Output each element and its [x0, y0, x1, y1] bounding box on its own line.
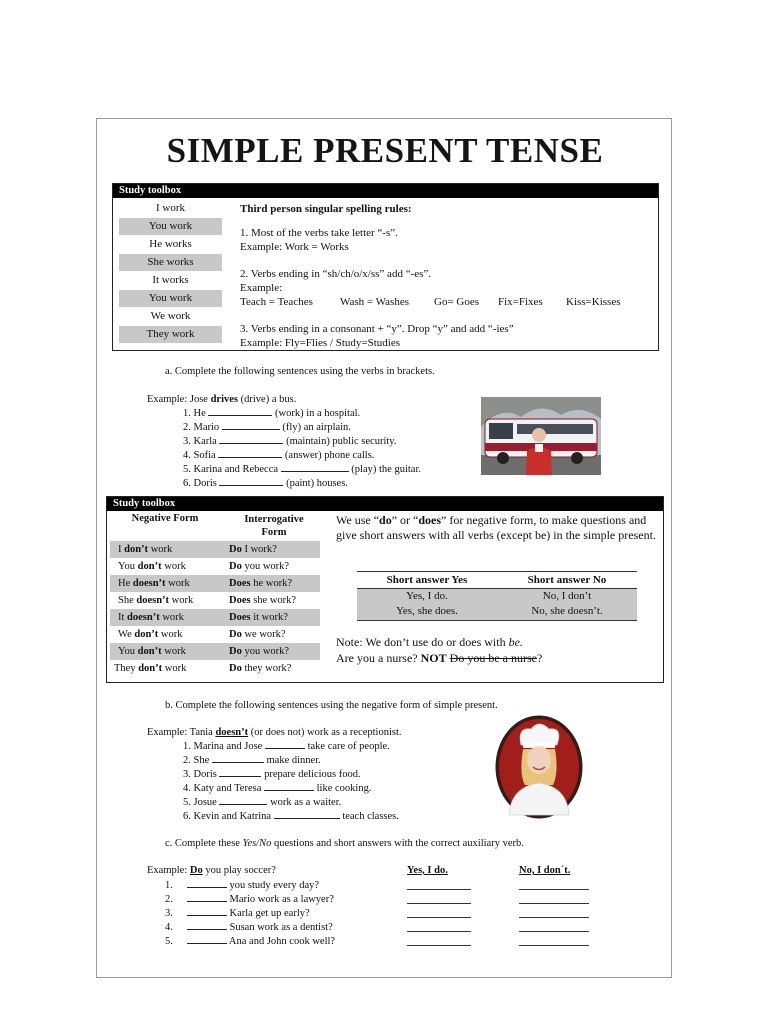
yes-answer-blank[interactable] [407, 917, 471, 918]
exercise-b-instruction: b. Complete the following sentences using the negative form of simple present. [165, 700, 498, 711]
answer-blank[interactable] [218, 448, 282, 458]
conjugation-row: You don’t work Do you work? [110, 643, 320, 660]
conjugation-row: She doesn’t work Does she work? [118, 595, 297, 606]
answer-blank[interactable] [222, 420, 280, 430]
negative-form-header: Negative Form [131, 513, 199, 524]
rule-1: 1. Most of the verbs take letter “-s”. [240, 227, 398, 239]
conjugation-row: It doesn’t work Does it work? [110, 609, 320, 626]
exercise-b-item: 3. Doris prepare delicious food. [183, 769, 361, 780]
rule-2-pair: Teach = Teaches [240, 296, 313, 308]
exercise-b-item: 5. Josue work as a waiter. [183, 797, 342, 808]
answer-blank[interactable] [219, 476, 283, 486]
conjugation-row: He doesn’t work Does he work? [110, 575, 320, 592]
exercise-c-item: 4. Susan work as a dentist? [165, 922, 333, 933]
exercise-b-item: 6. Kevin and Katrina teach classes. [183, 811, 399, 822]
rule-2-example-label: Example: [240, 282, 283, 294]
short-answers-header-row [357, 572, 637, 589]
exercise-c-item: 3. Karla get up early? [165, 908, 310, 919]
exercise-a-item: 2. Mario (fly) an airplain. [183, 422, 351, 433]
rule-2-pair: Fix=Fixes [498, 296, 543, 308]
rule-2: 2. Verbs ending in “sh/ch/o/x/ss” add “-es”. [240, 268, 432, 280]
question-blank[interactable] [187, 892, 227, 902]
question-blank[interactable] [187, 920, 227, 930]
no-answer-blank[interactable] [519, 917, 589, 918]
short-answers-body [357, 589, 637, 620]
answer-blank[interactable] [265, 739, 305, 749]
exercise-a-example: Example: Jose drives (drive) a bus. [147, 394, 297, 405]
exercise-b-item: 1. Marina and Jose take care of people. [183, 741, 390, 752]
rule-3-example: Example: Fly=Flies / Study=Studies [240, 337, 400, 349]
exercise-b-item: 4. Katy and Teresa like cooking. [183, 783, 372, 794]
short-answer-yes: Yes, I do. [406, 590, 448, 602]
note-line: Note: We don’t use do or does with be. [336, 635, 523, 649]
question-blank[interactable] [187, 934, 227, 944]
yes-column-header: Yes, I do. [407, 865, 448, 876]
pronoun-row: I work [119, 200, 222, 217]
pronoun-row: We work [119, 308, 222, 325]
study-toolbox-spelling [112, 183, 659, 351]
rule-3: 3. Verbs ending in a consonant + “y”. Drop “y” and add “-ies” [240, 323, 514, 335]
toolbox-header: Study toolbox [107, 497, 663, 511]
yes-answer-blank[interactable] [407, 931, 471, 932]
note-example: Are you a nurse? NOT Do you be a nurse? [336, 651, 543, 665]
pronoun-row: You work [119, 218, 222, 235]
spelling-rules-title: Third person singular spelling rules: [240, 203, 412, 215]
answer-blank[interactable] [212, 753, 264, 763]
answer-blank[interactable] [219, 434, 283, 444]
rule-2-pair: Go= Goes [434, 296, 480, 308]
exercise-a-item: 5. Karina and Rebecca (play) the guitar. [183, 464, 421, 475]
exercise-c-item: 5. Ana and John cook well? [165, 936, 336, 947]
bus-driver-illustration [481, 397, 601, 475]
answer-blank[interactable] [281, 462, 349, 472]
no-answer-blank[interactable] [519, 903, 589, 904]
toolbox-header: Study toolbox [113, 184, 658, 198]
no-answer-blank[interactable] [519, 931, 589, 932]
pronoun-row: He works [119, 236, 222, 253]
study-toolbox-negative [106, 496, 664, 683]
rule-1-example: Example: Work = Works [240, 241, 349, 253]
pronoun-column [119, 200, 222, 348]
exercise-a-item: 6. Doris (paint) houses. [183, 478, 348, 489]
exercise-c-item: 2. Mario work as a lawyer? [165, 894, 334, 905]
exercise-a-item: 3. Karla (maintain) public security. [183, 436, 397, 447]
no-answer-blank[interactable] [519, 889, 589, 890]
exercise-c-instruction: c. Complete these Yes/No questions and short answers with the correct auxiliary verb. [165, 838, 524, 849]
pronoun-row: They work [119, 326, 222, 343]
pronoun-row: She works [119, 254, 222, 271]
chef-photo [495, 715, 583, 819]
interrogative-form-header: Interrogative Form [244, 514, 304, 538]
question-blank[interactable] [187, 878, 227, 888]
short-answer-yes: Yes, she does. [396, 605, 458, 617]
exercise-b-example: Example: Tania doesn’t (or does not) work as a receptionist. [147, 727, 402, 738]
answer-blank[interactable] [219, 767, 261, 777]
yes-answer-blank[interactable] [407, 889, 471, 890]
no-column-header: No, I don´t. [519, 865, 571, 876]
conjugation-row: We don’t work Do we work? [118, 629, 286, 640]
question-blank[interactable] [187, 906, 227, 916]
rule-2-pair: Kiss=Kisses [566, 296, 621, 308]
exercise-a-item: 4. Sofia (answer) phone calls. [183, 450, 375, 461]
exercise-c-example: Example: Do you play soccer? [147, 865, 276, 876]
conjugation-row: I don’t work Do I work? [110, 541, 320, 558]
yes-answer-blank[interactable] [407, 903, 471, 904]
do-does-explanation: We use “do” or “does” for negative form, to make questions and give short answers with all verbs (except be) in the simple present. [336, 513, 656, 542]
exercise-a-item: 1. He (work) in a hospital. [183, 408, 361, 419]
short-answer-no: No, I don’t [542, 590, 592, 602]
exercise-c-item: 1. you study every day? [165, 880, 320, 891]
page-title: SIMPLE PRESENT TENSE [166, 131, 604, 170]
yes-answer-blank[interactable] [407, 945, 471, 946]
pronoun-row: It works [119, 272, 222, 289]
exercise-b-item: 2. She make dinner. [183, 755, 321, 766]
answer-blank[interactable] [274, 809, 340, 819]
bus-driver-photo [481, 397, 601, 475]
answer-blank[interactable] [219, 795, 267, 805]
chef-girl-illustration [495, 715, 583, 819]
conjugation-row: They don’t work Do they work? [114, 663, 292, 674]
short-answer-no-header: Short answer No [527, 574, 607, 586]
short-answer-no: No, she doesn’t. [531, 605, 603, 617]
answer-blank[interactable] [264, 781, 314, 791]
no-answer-blank[interactable] [519, 945, 589, 946]
worksheet-page [96, 118, 672, 978]
conjugation-row: You don’t work Do you work? [118, 561, 290, 572]
exercise-a-instruction: a. Complete the following sentences using the verbs in brackets. [165, 366, 435, 377]
short-answer-yes-header: Short answer Yes [386, 574, 468, 586]
pronoun-row: You work [119, 290, 222, 307]
short-answers-table [357, 571, 637, 621]
answer-blank[interactable] [208, 406, 272, 416]
rule-2-pair: Wash = Washes [340, 296, 409, 308]
